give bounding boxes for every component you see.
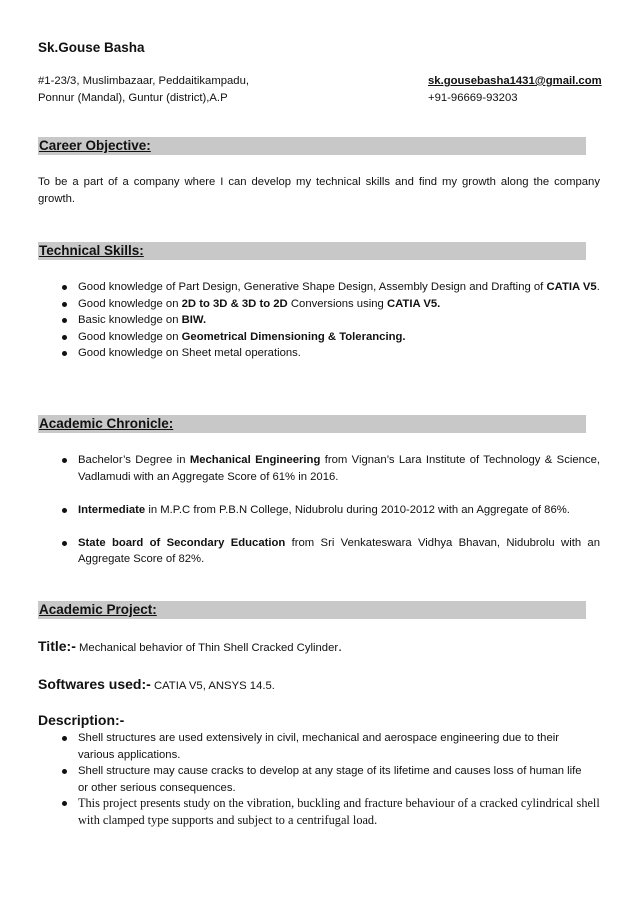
phone-number: +91-96669-93203 bbox=[428, 91, 518, 104]
career-objective-text: To be a part of a company where I can develop my technical skills and find my growth along the company growth. bbox=[38, 176, 600, 205]
project-description-list-serif bbox=[38, 795, 600, 828]
list-item: Shell structures are used extensively in civil, mechanical and aerospace engineering due to their various applications. bbox=[38, 730, 586, 763]
career-objective-title: Career Objective: bbox=[39, 138, 151, 153]
candidate-name: Sk.Gouse Basha bbox=[38, 40, 145, 55]
email-link[interactable]: sk.gousebasha1431@gmail.com bbox=[428, 75, 602, 87]
software-line bbox=[38, 676, 275, 692]
description-line bbox=[38, 712, 124, 728]
address-line-2: Ponnur (Mandal), Guntur (district),A.P bbox=[38, 91, 228, 104]
academic-chronicle-list bbox=[38, 452, 600, 584]
list-item: This project presents study on the vibration, buckling and fracture behaviour of a cracked cylindrical shell with clamped type supports and subject to a centrifugal load. bbox=[38, 795, 600, 828]
technical-skills-heading bbox=[38, 242, 586, 260]
software-value: CATIA V5, ANSYS 14.5. bbox=[150, 680, 275, 692]
project-title-label: Title:- bbox=[38, 638, 76, 654]
academic-chronicle-title: Academic Chronicle: bbox=[39, 416, 174, 431]
address-block bbox=[38, 73, 249, 106]
list-item: Basic knowledge on BIW. bbox=[38, 312, 600, 329]
list-item: Intermediate in M.P.C from P.B.N College, Nidubrolu during 2010-2012 with an Aggregate of 86%. bbox=[38, 502, 600, 519]
contact-block bbox=[428, 73, 602, 106]
project-title-value: Mechanical behavior of Thin Shell Cracked Cylinder bbox=[75, 642, 339, 654]
project-description-list bbox=[38, 730, 586, 796]
list-item: Good knowledge on Sheet metal operations. bbox=[38, 345, 600, 362]
project-title-line: Title:- Mechanical behavior of Thin Shell Cracked Cylinder. bbox=[38, 638, 343, 654]
technical-skills-title: Technical Skills: bbox=[39, 243, 144, 258]
academic-project-title: Academic Project: bbox=[39, 602, 157, 617]
list-item: Shell structure may cause cracks to develop at any stage of its lifetime and causes loss of human life or other serious consequences. bbox=[38, 763, 586, 796]
software-label: Softwares used:- bbox=[38, 676, 151, 692]
address-line-1: #1-23/3, Muslimbazaar, Peddaitikampadu, bbox=[38, 75, 249, 87]
list-item: Good knowledge of Part Design, Generative Shape Design, Assembly Design and Drafting of CATIA V5. bbox=[38, 279, 600, 296]
description-label: Description:- bbox=[38, 712, 125, 728]
career-objective-heading bbox=[38, 137, 586, 155]
technical-skills-list bbox=[38, 279, 600, 362]
list-item: Bachelor’s Degree in Mechanical Engineering from Vignan’s Lara Institute of Technology & Science, Vadlamudi with an Aggregate Score of 61% in 2016. bbox=[38, 452, 600, 485]
academic-project-heading bbox=[38, 601, 586, 619]
list-item: Good knowledge on Geometrical Dimensioning & Tolerancing. bbox=[38, 329, 600, 346]
academic-chronicle-heading bbox=[38, 415, 586, 433]
list-item: State board of Secondary Education from Sri Venkateswara Vidhya Bhavan, Nidubrolu with an Aggregate Score of 82%. bbox=[38, 535, 600, 568]
list-item: Good knowledge on 2D to 3D & 3D to 2D Conversions using CATIA V5. bbox=[38, 296, 600, 313]
